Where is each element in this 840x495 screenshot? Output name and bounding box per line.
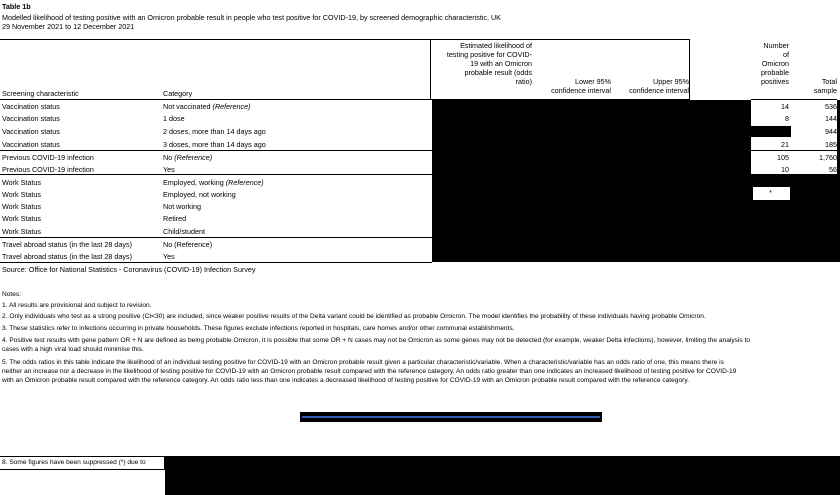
header-upper-1: Upper 95% (653, 77, 689, 86)
header-lower-1: Lower 95% (575, 77, 611, 86)
note-2: 2. Only individuals who test as a strong positive (Ct<30) are included, since weaker positive results of the Delta variant could be identified as probable Omicron. The model identifies the probability of these individuals having probable Omicron. (2, 313, 706, 320)
header-num-5: positives (761, 77, 789, 86)
row-3-characteristic: Vaccination status (2, 140, 60, 149)
row-5-positives: 10 (781, 165, 789, 174)
row-1-total: 144 (825, 114, 837, 123)
redacted-block-gap (690, 100, 751, 262)
row-10-characteristic: Work Status (2, 227, 42, 236)
header-num-4: probable (761, 68, 789, 77)
note-4-line2: cases with a high viral load should minimise this. (2, 346, 144, 353)
row-2-category: 2 doses, more than 14 days ago (163, 127, 266, 136)
row-1-positives: 8 (785, 114, 789, 123)
note-4-line1: 4. Positive test results with gene pattern OR + N are defined as being probable Omicron, it is possible that some OR + N cases may not be Omicron as some genes may not be detected (for example, weaker Delta infections), however, limiting the analysis to (2, 337, 751, 344)
row-4-total: 1,760 (819, 153, 837, 162)
group-border-2 (0, 174, 432, 175)
group-border-4 (0, 262, 432, 263)
row-5-total: 56 (829, 165, 837, 174)
date-range: 29 November 2021 to 12 December 2021 (2, 22, 135, 31)
row-12-characteristic: Travel abroad status (in the last 28 days) (2, 252, 132, 261)
row-3-category: 3 doses, more than 14 days ago (163, 140, 266, 149)
row-0-positives: 14 (781, 102, 789, 111)
notes-heading: Notes: (2, 291, 22, 298)
row-1-category: 1 dose (163, 114, 185, 123)
header-num-2: of (783, 50, 789, 59)
row-0-total: 536 (825, 102, 837, 111)
source-note: Source: Office for National Statistics - Coronavirus (COVID-19) Infection Survey (2, 265, 256, 274)
note-5-line2: neither an increase nor a decrease in the likelihood of testing positive for COVID-19 with an Omicron probable result compared with the reference category. An odds ratio greater than one indicates an increased likelihood of testing positive for COVID-19 (2, 368, 737, 375)
header-screening: Screening characteristic (2, 89, 79, 98)
note-8: 8. Some figures have been suppressed (*) due to (2, 459, 146, 466)
table-subtitle: Modelled likelihood of testing positive with an Omicron probable result in people who test positive for COVID-19, by screened demographic characteristic, UK (2, 13, 501, 22)
header-odds-5: ratio) (515, 77, 532, 86)
row-4-characteristic: Previous COVID-19 infection (2, 153, 94, 162)
note-1: 1. All results are provisional and subject to revision. (2, 302, 152, 309)
header-odds-3: 19 with an Omicron (470, 59, 532, 68)
note-5-line1: 5. The odds ratios in this table indicate the likelihood of an individual testing positive for COVID-19 with an Omicron probable result given a particular characteristic/variable. When a characteristic/variable has an odds ratio of one, this means there is (2, 359, 724, 366)
redacted-cell-positives (751, 126, 791, 137)
note-3: 3. These statistics refer to infections occurring in private households. These figures exclude infections reported in hospitals, care homes and/or other communal establishments. (2, 325, 515, 332)
header-odds-4: probable result (odds (464, 68, 532, 77)
header-upper-2: confidence interval (629, 86, 689, 95)
row-0-characteristic: Vaccination status (2, 102, 60, 111)
row-9-characteristic: Work Status (2, 214, 42, 223)
row-5-category: Yes (163, 165, 175, 174)
row-0-category: Not vaccinated (Reference) (163, 102, 251, 111)
row-8-characteristic: Work Status (2, 202, 42, 211)
row-3-positives: 21 (781, 140, 789, 149)
row-10-category: Child/student (163, 227, 205, 236)
header-top-border (0, 39, 690, 40)
row-2-characteristic: Vaccination status (2, 127, 60, 136)
header-num-3: Omicron (761, 59, 789, 68)
group-border-3 (0, 237, 432, 238)
header-lower-2: confidence interval (551, 86, 611, 95)
note-8-box (0, 456, 165, 470)
row-2-total: 944 (825, 127, 837, 136)
row-5-characteristic: Previous COVID-19 infection (2, 165, 94, 174)
row-4-positives: 105 (777, 153, 789, 162)
row-1-characteristic: Vaccination status (2, 114, 60, 123)
row-7-category: Employed, not working (163, 190, 236, 199)
row-12-category: Yes (163, 252, 175, 261)
table-title: Table 1b (2, 2, 31, 11)
row-3-total: 185 (825, 140, 837, 149)
group-border-1 (0, 150, 432, 151)
redacted-block-main (432, 100, 690, 262)
row-6-characteristic: Work Status (2, 178, 42, 187)
header-odds-1: Estimated likelihood of (460, 41, 532, 50)
header-divider-right (689, 39, 690, 100)
group-border-2-right (751, 174, 837, 175)
row-11-category: No (Reference) (163, 240, 213, 249)
header-total-2: sample (813, 86, 837, 95)
row-8-category: Not working (163, 202, 201, 211)
header-category: Category (163, 89, 193, 98)
row-4-category: No (Reference) (163, 153, 213, 162)
header-total-1: Total (821, 77, 837, 86)
row-11-characteristic: Travel abroad status (in the last 28 days) (2, 240, 132, 249)
note-5-line3: with an Omicron probable result compared with the reference category. An odds ratio less than one indicates a decreased likelihood of testing positive for COVID-19 with an Omicron probable result compared with the reference category. (2, 377, 689, 384)
header-bottom-border-right (751, 99, 837, 100)
row-7-characteristic: Work Status (2, 190, 42, 199)
redacted-link-bar (300, 412, 602, 422)
group-border-1-right (751, 150, 837, 151)
redacted-bottom-block (165, 456, 840, 495)
row-7-positives: * (769, 188, 772, 197)
row-6-category: Employed, working (Reference) (163, 178, 264, 187)
header-odds-2: testing positive for COVID- (446, 50, 532, 59)
header-num-1: Number (763, 41, 789, 50)
link-underline (302, 416, 600, 418)
row-9-category: Retired (163, 214, 187, 223)
